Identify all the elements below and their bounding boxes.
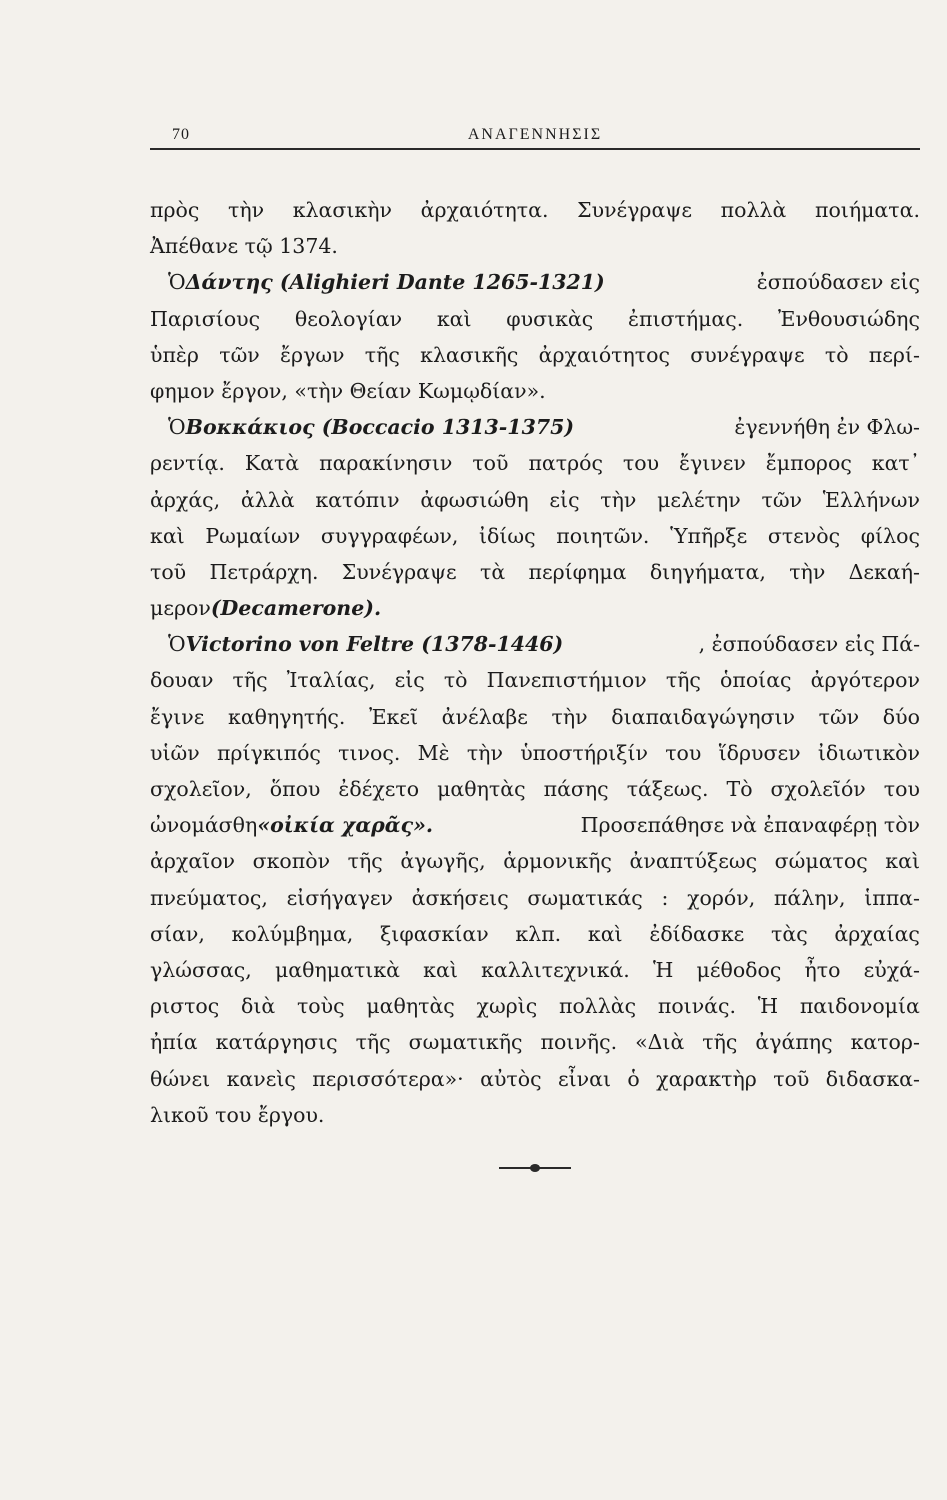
word: χωρὶς [476,994,538,1019]
word: Ἐκεῖ [369,704,419,729]
word: ρεντίᾳ. [150,451,225,476]
word: του [665,740,702,765]
word: τῆς [347,849,383,874]
name-dante: Δάντης (Alighieri Dante 1265-1321) [185,270,605,295]
word: ἔγινε [150,704,205,729]
word: τῆς [665,668,701,693]
text-line [150,554,920,590]
name-victorino: Victorino von Feltre (1378-1446) [185,632,564,657]
word: Δεκαή- [848,559,920,584]
name-boccacio: Βοκκάκιος (Boccacio 1313-1375) [185,415,575,440]
word: ποιήματα. [814,198,920,222]
word: ἠπία [150,1030,198,1055]
word: μέθοδος [696,957,782,982]
word: πρὸς [150,198,200,222]
word: αὐτὸς [480,1066,542,1091]
word: καθηγητής. [228,704,346,729]
book-page [150,122,920,1175]
word: τῆς [364,342,400,367]
word: τοῦ [773,1066,810,1091]
word: εὐχά- [863,957,920,982]
word: χορόν, [687,885,756,910]
word: τοῦ [472,451,509,476]
word: ξιφασκίαν [380,921,489,946]
word: καὶ [150,523,185,548]
word: κανεὶς [226,1066,296,1091]
word: Μὲ [417,740,450,765]
text-line [150,192,920,228]
page-number: 70 [172,126,190,143]
word: Πανεπιστήμιον [486,668,647,693]
word: Κατὰ [244,451,300,476]
word: ἀρχάς, [150,487,221,512]
word: «Διὰ [635,1030,685,1055]
word: διαπαιδαγώγησιν [611,704,795,729]
word: ἔργων [280,342,345,367]
running-header [150,122,920,150]
word: ἁρμονικῆς [503,849,612,874]
body-text [150,192,920,1133]
word: συνέγραψε [690,342,805,367]
word: σχολεῖόν [770,777,866,801]
word: τῆς [355,1030,391,1055]
word: Ὑπῆρξε [670,523,748,548]
word: Πετράρχη. [209,559,319,584]
word: καὶ [423,957,458,982]
word: Τὸ [726,777,753,801]
word: τοὺς [296,994,345,1019]
word: Ἡ [757,994,779,1019]
text-line [150,735,920,771]
word: Συνέγραψε [341,559,457,584]
text-line: φημον ἔργον, «τὴν Θείαν Κωμῳδίαν». [150,378,546,403]
text-line [150,662,920,698]
word: μαθηματικὰ [274,957,400,982]
word: τοῦ [150,559,187,584]
word: ὑπὲρ [150,342,199,367]
word: φυσικὰς [506,306,594,331]
word: φίλος [860,523,920,548]
text-line: ὉΔάντης (Alighieri Dante 1265-1321) ἐσπούδασεν εἰς [150,264,920,300]
word: τὰς [771,921,808,946]
word: κλασικῆς [420,342,519,367]
word: καὶ [885,849,920,874]
word: πνεύματος, [150,885,268,910]
word: τῶν [818,704,860,729]
word: διὰ [240,994,276,1019]
word: ἵδρυσεν [718,740,801,765]
word: ἱππα- [864,885,920,910]
word: ἦτο [804,957,841,982]
word: του [883,777,920,801]
word: Ἰταλίας, [286,668,376,693]
word: δουαν [150,668,214,693]
text-line [150,1061,920,1097]
word: κολύμβημα, [231,921,354,946]
word: καλλιτεχνικά. [481,957,630,982]
word: τὴν [789,559,826,584]
word: ἀνέλαβε [441,704,528,729]
text-line [150,988,920,1024]
word: ποιητῶν. [556,523,650,548]
text-line [150,445,920,481]
word: σωματικάς [527,885,643,910]
word: ἀργότερον [810,668,920,693]
text-line [150,916,920,952]
word: τῶν [219,342,260,367]
title-decamerone: (Decamerone). [210,596,382,621]
word: διδασκα- [825,1066,920,1091]
word: εἰς [549,487,580,512]
word: μαθητὰς [366,994,455,1019]
word: σκοπὸν [252,849,331,874]
word: ἀρχαῖον [150,849,236,874]
text-line [150,952,920,988]
text-line [150,843,920,879]
word: παρακίνησιν [319,451,453,476]
word: πάσης [543,777,609,801]
text-line: ὉΒοκκάκιος (Boccacio 1313-1375) ἐγεννήθη ἐν Φλω- [150,409,920,445]
word: περισσότερα»· [312,1066,464,1091]
word: ποινάς. [657,994,737,1019]
word: διηγήματα, [649,559,766,584]
word: ἀγωγῆς, [400,849,486,874]
word: κλασικὴν [292,198,392,222]
word: τινος. [338,740,401,765]
word: σωματικῆς [408,1030,523,1055]
word: χαρακτὴρ [656,1066,757,1091]
word: τὰ [480,559,506,584]
word: θεολογίαν [294,306,403,331]
word: θώνει [150,1066,211,1091]
word: κατάργησις [215,1030,338,1055]
text-line [150,771,920,807]
word: ὁ [627,1066,640,1091]
text-line: ὉVictorino von Feltre (1378-1446) , ἐσπούδασεν εἰς Πά- [150,626,920,662]
word: σώματος [774,849,868,874]
word: του [622,451,660,476]
word: δύο [882,704,920,729]
text-line [150,518,920,554]
text-line [150,880,920,916]
word: τάξεως. [626,777,709,801]
word: τὴν [600,487,637,512]
word: τὸ [443,668,468,693]
word: εἶναι [558,1066,612,1091]
word: Ἐνθουσιώδης [777,306,920,331]
text-line [150,482,920,518]
word: ἔγινεν [679,451,746,476]
word: σχολεῖον, [150,777,252,801]
word: ἀρχαιότητα. [420,198,549,222]
text-line: Ἀπέθανε τῷ 1374. [150,234,338,259]
word: Ρωμαίων [205,523,301,548]
word: τῆς [702,1030,738,1055]
word: ἀλλὰ [240,487,295,512]
text-line [150,699,920,735]
word: ἀναπτύξεως [629,849,758,874]
word: ἐδέχετο [338,777,420,801]
word: κατορ- [850,1030,920,1055]
word: ἔμπορος [765,451,852,476]
word: γλώσσας, [150,957,252,982]
word: Ἑλλήνων [822,487,920,512]
word: ποινῆς. [540,1030,618,1055]
word: περί- [868,342,920,367]
word: ἐδίδασκε [649,921,745,946]
word: ἐπιστήμας. [627,306,744,331]
section-ornament [499,1161,571,1175]
word: εἰς [394,668,425,693]
word: : [661,885,669,910]
word: καὶ [436,306,472,331]
text-line [150,301,920,337]
word: υἱῶν [150,740,200,765]
word: ἰδίως [479,523,536,548]
text-line [150,1024,920,1060]
word: περίφημα [528,559,627,584]
word: ὁποίας [720,668,792,693]
word: ἀσκήσεις [411,885,509,910]
word: Συνέγραψε [577,198,693,222]
word: ἀρχαίας [834,921,920,946]
word: ριστος [150,994,220,1019]
word: Παρισίους [150,306,261,331]
text-line: λικοῦ του ἔργου. [150,1102,325,1127]
word: πατρός [528,451,603,476]
word: τὸ [824,342,849,367]
school-name: «οἰκία χαρᾶς». [257,813,434,838]
word: στενὸς [767,523,841,548]
word: παιδονομία [799,994,920,1019]
text-line [150,337,920,373]
ornament-dot [530,1164,540,1172]
word: ἰδιωτικὸν [817,740,920,765]
word: συγγραφέων, [320,523,459,548]
word: τὴν [466,740,503,765]
word: πολλὰ [720,198,787,222]
word: πολλὰς [558,994,637,1019]
word: τῶν [761,487,803,512]
word: μαθητὰς [437,777,526,801]
running-title: ΑΝΑΓΕΝΝΗΣΙΣ [467,126,603,143]
word: ἀφωσιώθη [420,487,529,512]
word: Ἡ [653,957,674,982]
word: σίαν, [150,921,205,946]
word: καὶ [587,921,623,946]
word: τὴν [551,704,588,729]
word: ἀρχαιότητος [538,342,670,367]
word: πρίγκιπός [216,740,321,765]
word: πάλην, [773,885,846,910]
word: μελέτην [657,487,741,512]
word: κλπ. [515,921,562,946]
word: ὑποστήριξίν [520,740,648,765]
word: κατόπιν [315,487,400,512]
word: τὴν [228,198,265,222]
word: ὅπου [269,777,321,801]
word: ἀγάπης [755,1030,833,1055]
word: κατ᾽ [871,451,920,476]
text-line: ὠνομάσθη«οἰκία χαρᾶς». Προσεπάθησε νὰ ἐπαναφέρῃ τὸν [150,807,920,843]
word: εἰσήγαγεν [286,885,393,910]
text-line: μερον (Decamerone). [150,590,920,626]
word: τῆς [232,668,268,693]
